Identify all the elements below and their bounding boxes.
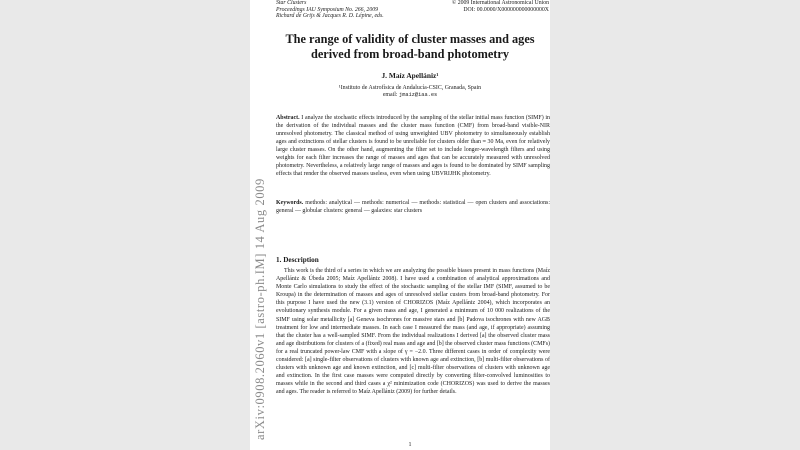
email-label: email: <box>382 92 398 98</box>
abstract-text: I analyze the stochastic effects introduced by the sampling of the stellar initial mass function (SIMF) in the derivation of the individual masses and the cluster mass function (CMF) from broad-band visible-NIR unresolved photometry. The classical method of using unweighted UBV photometry to simultaneously establish ages and extinctions of stellar clusters is found to be unreliable for clusters older than ≈ 30 Ma, even for relatively large cluster masses. On the other hand, augmenting the filter set to include longer-wavelength filters and using weights for each filter increases the range of masses and ages that can be accurately measured with unresolved photometry. Nevertheless, a relatively large range of masses and ages is found to be dominated by SIMF sampling effects that render the observed masses useless, even when using UBVRIJHK photometry. <box>276 115 550 177</box>
keywords-text: methods: analytical — methods: numerical — methods: statistical — open clusters and associations: general — globular clusters: general — galaxies: star clusters <box>276 200 551 214</box>
affiliation-block <box>276 85 544 99</box>
journal-header-line: Richard de Grijs & Jacques R. D. Lépine, eds. <box>276 13 384 20</box>
page-number: 1 <box>408 442 412 448</box>
abstract <box>276 114 550 178</box>
author-name: J. Maíz Apellániz¹ <box>381 71 439 80</box>
journal-header-line: Proceedings IAU Symposium No. 266, 2009 <box>276 6 379 13</box>
arxiv-stamp-text: arXiv:0908.2060v1 [astro-ph.IM] 14 Aug 2009 <box>253 178 267 440</box>
copyright-header <box>452 0 549 13</box>
section-heading: 1. Description <box>276 256 319 264</box>
email-line <box>276 92 544 99</box>
journal-header-line: Star Clusters <box>276 0 307 6</box>
keywords <box>276 199 550 215</box>
paper-title: The range of validity of cluster masses and ages derived from broad-band photometry <box>285 32 535 61</box>
doi-line: DOI: 00.0000/X000000000000000X <box>463 6 549 13</box>
keywords-label: Keywords. <box>276 200 304 206</box>
abstract-label: Abstract. <box>276 115 300 121</box>
affiliation: ¹Instituto de Astrofísica de Andalucía-CSIC, Granada, Spain <box>338 85 482 91</box>
arxiv-stamp <box>253 0 267 450</box>
section-body <box>276 267 550 397</box>
email-address: jmaiz@iaa.es <box>399 92 438 98</box>
journal-header <box>276 0 384 20</box>
body-paragraph: This work is the third of a series in which we are analyzing the possible biases present in mass functions (Maíz Apellániz & Úbeda 2005; Maíz Apellániz 2008). I have used a combination of analytical approximations and Monte Carlo simulations to study the effect of the stochastic sampling of the stellar IMF (SIMF, assumed to be Kroupa) in the determination of masses and ages of unresolved stellar custers from broad-band photometry. For this purpose I have used the new (3.1) version of CHORIZOS (Maíz Apellániz 2004), which incorporates an evolutionary synthesis module. For a given mass and age, I generated a minimum of 10 000 realizations of the SIMF using solar metallicity [a] Geneva isochrones for massive stars and [b] Padova isochrones with new AGB treatment for low and intermediate masses. In each case I measured the mass (and age, if appropriate) assuming that the cluster has a well-sampled SIMF. From the individual realizations I derived [a] the observed cluster mass and age distributions for clusters of a (fixed) real mass and age and [b] the observed cluster mass functions (CMFs) for a real truncated power-law CMF with a slope of γ = −2.0. Three different cases in order of complexity were considered: [a] single-filter observations of clusters with known age and extinction, [b] multi-filter observations of clusters with unknown age and known extinction, and [c] multi-filter observations of clusters with unknown age and extinction. In the first case masses were computed directly by converting filter-convolved luminosities to masses while in the second and third cases a χ² minimization code (CHORIZOS) was used to derive the masses and ages. The reader is referred to Maíz Apellániz (2009) for further details. <box>276 268 550 396</box>
copyright-line: © 2009 International Astronomical Union <box>451 0 549 6</box>
